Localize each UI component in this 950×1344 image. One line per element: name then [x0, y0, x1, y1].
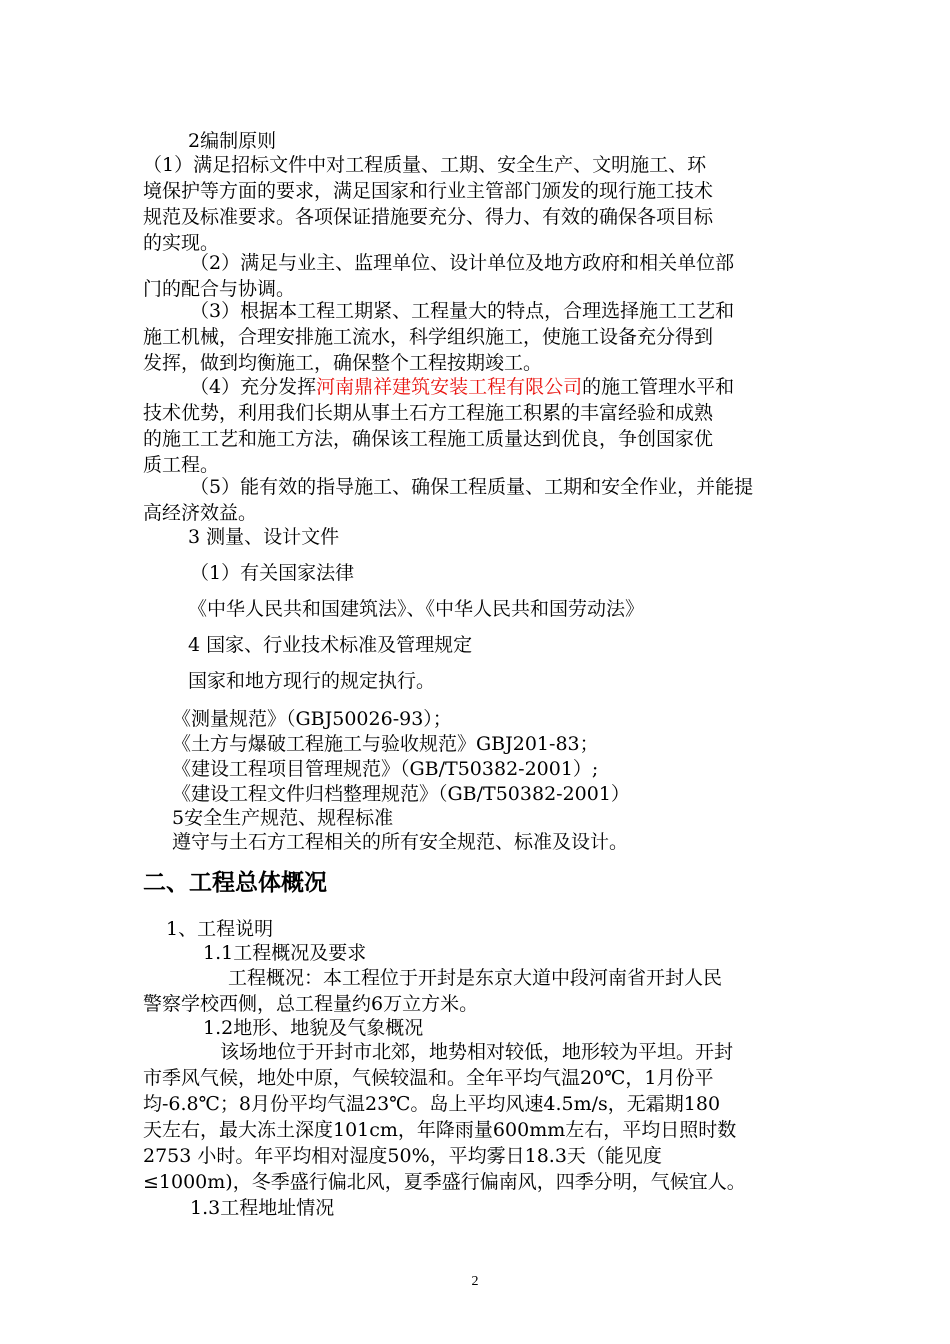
- paragraph-line: 警察学校西侧，总工程量约6万立方米。: [143, 993, 479, 1015]
- section-title: 2编制原则: [188, 130, 277, 152]
- paragraph-line: 发挥，做到均衡施工，确保整个工程按期竣工。: [143, 352, 543, 374]
- paragraph-line: 施工机械，合理安排施工流水，科学组织施工，使施工设备充分得到: [143, 326, 714, 348]
- paragraph-line: （2）满足与业主、监理单位、设计单位及地方政府和相关单位部: [190, 252, 735, 274]
- paragraph-line: （3）根据本工程工期紧、工程量大的特点，合理选择施工工艺和: [190, 300, 735, 322]
- paragraph-line-company: [190, 374, 734, 400]
- chapter-heading: 二、工程总体概况: [143, 870, 327, 896]
- paragraph-line: 工程概况：本工程位于开封是东京大道中段河南省开封人民: [228, 967, 723, 989]
- subsection-title: （1）有关国家法律: [190, 562, 355, 584]
- law-list: 《中华人民共和国建筑法》、《中华人民共和国劳动法》: [188, 598, 645, 620]
- paragraph-line: 遵守与土石方工程相关的所有安全规范、标准及设计。: [172, 831, 629, 853]
- paragraph-line: ≤1000m)，冬季盛行偏北风，夏季盛行偏南风，四季分明，气候宜人。: [143, 1171, 746, 1193]
- paragraph-line: 技术优势，利用我们长期从事土石方工程施工积累的丰富经验和成熟: [143, 402, 714, 424]
- subsection-title: 1.3工程地址情况: [190, 1197, 335, 1219]
- subsection-title: 1.1工程概况及要求: [203, 942, 367, 964]
- paragraph-line: 市季风气候，地处中原，气候较温和。全年平均气温20℃，1月份平: [143, 1067, 714, 1089]
- section-title: 3 测量、设计文件: [188, 526, 340, 548]
- paragraph-line: （5）能有效的指导施工、确保工程质量、工期和安全作业，并能提: [190, 476, 754, 498]
- paragraph-line: 境保护等方面的要求，满足国家和行业主管部门颁发的现行施工技术: [143, 180, 714, 202]
- subsection-title: 1.2地形、地貌及气象概况: [203, 1017, 424, 1039]
- standard-item: 《建设工程项目管理规范》（GB/T50382-2001）;: [172, 758, 599, 780]
- page-number: 2: [471, 1274, 479, 1289]
- text-segment: （4）充分发挥: [190, 376, 317, 398]
- paragraph-line: 国家和地方现行的规定执行。: [188, 670, 436, 692]
- paragraph-line: 该场地位于开封市北郊，地势相对较低，地形较为平坦。开封: [220, 1041, 734, 1063]
- standard-item: 《建设工程文件归档整理规范》（GB/T50382-2001）: [172, 783, 630, 805]
- section-title: 4 国家、行业技术标准及管理规定: [188, 634, 473, 656]
- paragraph-line: 高经济效益。: [143, 502, 258, 524]
- paragraph-line: 2753 小时。年平均相对湿度50%，平均雾日18.3天（能见度: [143, 1145, 662, 1167]
- standard-item: 《土方与爆破工程施工与验收规范》GBJ201-83；: [172, 733, 599, 755]
- company-name: 河南鼎祥建筑安装工程有限公司: [316, 376, 583, 398]
- standard-item: 《测量规范》（GBJ50026-93）；: [172, 708, 452, 730]
- section-title: 1、工程说明: [166, 918, 274, 940]
- paragraph-line: 的施工工艺和施工方法，确保该工程施工质量达到优良，争创国家优: [143, 428, 714, 450]
- paragraph-line: 天左右，最大冻土深度101cm，年降雨量600mm左右，平均日照时数: [143, 1119, 737, 1141]
- paragraph-line: 均-6.8℃；8月份平均气温23℃。岛上平均风速4.5m/s，无霜期180: [143, 1093, 721, 1115]
- paragraph-line: 门的配合与协调。: [143, 278, 296, 300]
- paragraph-line: 规范及标准要求。各项保证措施要充分、得力、有效的确保各项目标: [143, 206, 714, 228]
- paragraph-line: （1）满足招标文件中对工程质量、工期、安全生产、文明施工、环: [143, 154, 707, 176]
- text-segment: 的施工管理水平和: [582, 376, 735, 398]
- section-title: 5安全生产规范、规程标准: [172, 807, 394, 829]
- paragraph-line: 的实现。: [143, 232, 220, 254]
- paragraph-line: 质工程。: [143, 454, 220, 476]
